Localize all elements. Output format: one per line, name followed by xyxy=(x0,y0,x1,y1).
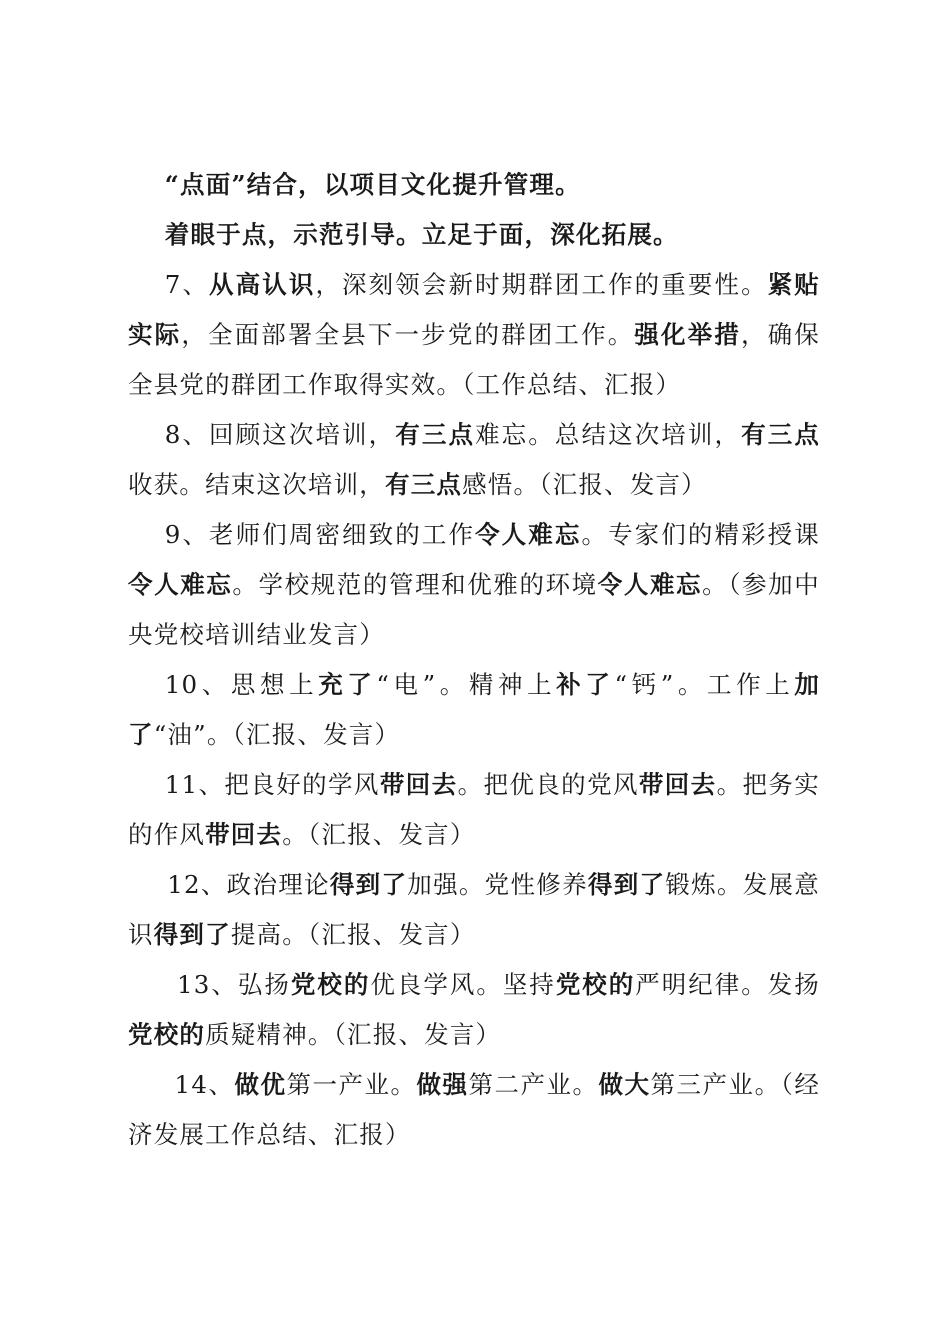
bold-phrase: 令人难忘 xyxy=(597,570,703,599)
text-run: 。学校规范的管理和优雅的环境 xyxy=(232,570,598,599)
bold-phrase: 有三点 xyxy=(395,420,476,449)
text-run: 。把务实的作风 xyxy=(128,770,820,849)
text-run: 收获。结束这次培训， xyxy=(128,470,385,499)
text-run: 。（汇报、发言） xyxy=(282,820,476,849)
bold-phrase: 带回去 xyxy=(638,770,717,799)
paragraph-item-10 xyxy=(128,660,820,760)
paragraph-item-8 xyxy=(128,410,820,510)
paragraph-item-7 xyxy=(128,260,820,410)
bold-phrase: 有三点 xyxy=(385,470,463,499)
bold-phrase: 做强 xyxy=(416,1070,469,1099)
bold-phrase: 有三点 xyxy=(741,420,821,449)
bold-phrase: 做优 xyxy=(234,1070,287,1099)
text-run: 第二产业。 xyxy=(468,1070,599,1099)
text-run: 难忘。总结这次培训， xyxy=(475,420,742,449)
bold-phrase: 强化举措 xyxy=(634,320,741,349)
text-run: 。把优良的党风 xyxy=(457,770,639,799)
text-run: 第一产业。 xyxy=(286,1070,417,1099)
bold-phrase: 加了 xyxy=(128,670,821,749)
text-run: 提高。（汇报、发言） xyxy=(230,920,476,949)
text-run: 。专家们的精彩授课 xyxy=(581,520,820,549)
text-run: 7、 xyxy=(164,270,210,299)
bold-phrase: 党校的 xyxy=(555,970,636,999)
bold-phrase: 令人难忘 xyxy=(475,520,582,549)
paragraph-item-12 xyxy=(128,860,820,960)
text-run: 12、政治理论 xyxy=(167,870,330,899)
bold-phrase: 带回去 xyxy=(379,770,458,799)
text-run: 优良学风。坚持 xyxy=(370,970,556,999)
paragraph-heading-dianmian xyxy=(128,160,820,210)
bold-phrase: 得到了 xyxy=(587,870,666,899)
text-run: 锻炼。发展意识 xyxy=(128,870,820,949)
bold-phrase: “点面”结合，以项目文化提升管理。 xyxy=(164,170,581,199)
paragraph-item-9 xyxy=(128,510,820,660)
text-run: 13、弘扬 xyxy=(177,970,291,999)
text-run: “钙”。工作上 xyxy=(614,670,795,699)
text-run: ，确保全县党的群团工作取得实效。（工作总结、汇报） xyxy=(128,320,820,399)
text-run: 。（参加中央党校培训结业发言） xyxy=(128,570,820,649)
text-run: 严明纪律。发扬 xyxy=(635,970,820,999)
bold-phrase: 补了 xyxy=(556,670,615,699)
text-run: 14、 xyxy=(174,1070,235,1099)
bold-phrase: 带回去 xyxy=(205,820,283,849)
text-run: 10、思想上 xyxy=(164,670,319,699)
paragraph-item-13 xyxy=(128,960,820,1060)
text-run: 11、把良好的学风 xyxy=(164,770,380,799)
bold-phrase: 做大 xyxy=(598,1070,651,1099)
bold-phrase: 着眼于点，示范引导。立足于面，深化拓展。 xyxy=(164,220,679,249)
bold-phrase: 令人难忘 xyxy=(128,570,233,599)
bold-phrase: 得到了 xyxy=(153,920,231,949)
text-run: 加强。党性修养 xyxy=(407,870,588,899)
text-run: “油”。（汇报、发言） xyxy=(153,720,401,749)
bold-phrase: 充了 xyxy=(318,670,377,699)
text-run: 9、老师们周密细致的工作 xyxy=(164,520,476,549)
paragraph-item-11 xyxy=(128,760,820,860)
text-run: 8、回顾这次培训， xyxy=(164,420,396,449)
text-run: 感悟。（汇报、发言） xyxy=(462,470,707,499)
text-run: ，全面部署全县下一步党的群团工作。 xyxy=(181,320,635,349)
bold-phrase: 党校的 xyxy=(128,1020,206,1049)
bold-phrase: 紧贴实际 xyxy=(128,270,820,349)
paragraph-heading-zhuoyan xyxy=(128,210,820,260)
text-run: 质疑精神。（汇报、发言） xyxy=(205,1020,502,1049)
bold-phrase: 党校的 xyxy=(290,970,371,999)
text-run: ，深刻领会新时期群团工作的重要性。 xyxy=(315,270,768,299)
text-run: “电”。精神上 xyxy=(376,670,557,699)
document-body xyxy=(128,160,820,1160)
text-run: 第三产业。（经济发展工作总结、汇报） xyxy=(128,1070,821,1149)
paragraph-item-14 xyxy=(128,1060,820,1160)
bold-phrase: 从高认识 xyxy=(209,270,316,299)
bold-phrase: 得到了 xyxy=(329,870,408,899)
